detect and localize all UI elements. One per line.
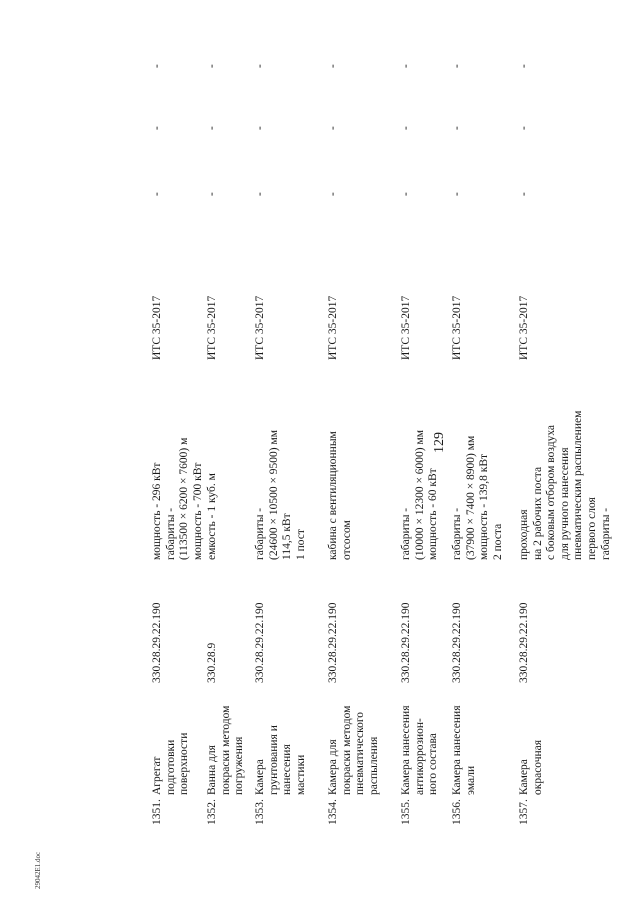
reference-standard: ИТС 35-2017 <box>451 295 463 360</box>
equipment-name-line: Камера <box>518 759 530 795</box>
equipment-characteristics-line: 1 пост <box>294 529 307 560</box>
equipment-name <box>518 695 545 795</box>
equipment-name-line: покраски методом <box>219 705 232 795</box>
column-dash: - <box>451 64 463 68</box>
equipment-name-line: антикоррозион- <box>413 718 426 795</box>
equipment-code: 330.28.29.22.190 <box>451 602 463 683</box>
equipment-name-line: распыления <box>367 736 380 795</box>
equipment-code: 330.28.29.22.190 <box>518 602 530 683</box>
reference-standard: ИТС 35-2017 <box>254 295 266 360</box>
equipment-name-line: Камера нанесения <box>400 705 412 795</box>
equipment-characteristics-line: для ручного нанесения <box>558 447 571 560</box>
equipment-characteristics-line: мощность - 139,8 кВт <box>478 453 491 560</box>
equipment-name-line: ного состава <box>427 733 440 795</box>
file-name: 29042Е1.doc <box>34 851 42 889</box>
row-number: 1355. <box>400 799 412 825</box>
column-dash: - <box>151 126 163 130</box>
equipment-characteristics-line: мощность - 700 кВт <box>191 462 204 560</box>
row-number: 1356. <box>451 799 463 825</box>
equipment-name-line: погружения <box>233 736 246 795</box>
equipment-characteristics-line: проходная <box>518 509 530 560</box>
equipment-characteristics-line: габариты - <box>254 507 266 560</box>
reference-standard: ИТС 35-2017 <box>327 295 339 360</box>
column-dash: - <box>400 64 412 68</box>
column-dash: - <box>518 192 530 196</box>
equipment-name-line: эмали <box>464 765 477 795</box>
equipment-characteristics-line: кабина с вентиляционным <box>327 431 339 560</box>
equipment-name-line: окрасочная <box>531 739 544 795</box>
column-dash: - <box>206 64 218 68</box>
equipment-characteristics-line: габариты - <box>400 507 412 560</box>
row-number: 1353. <box>254 799 266 825</box>
equipment-name-line: нанесения <box>281 744 294 795</box>
column-dash: - <box>254 126 266 130</box>
equipment-characteristics-line: на 2 рабочих поста <box>531 466 544 560</box>
equipment-characteristics-line: (24600 × 10500 × 9500) мм <box>267 429 280 560</box>
equipment-characteristics-line: габариты - <box>451 507 463 560</box>
equipment-name <box>400 695 441 795</box>
row-number: 1357. <box>518 799 530 825</box>
equipment-characteristics-line: отсосом <box>340 520 353 560</box>
reference-standard: ИТС 35-2017 <box>206 295 218 360</box>
equipment-code: 330.28.9 <box>206 642 218 683</box>
equipment-name <box>254 695 308 795</box>
equipment-characteristics-line: мощность - 60 кВт <box>427 468 440 560</box>
column-dash: - <box>254 64 266 68</box>
reference-standard: ИТС 35-2017 <box>400 295 412 360</box>
equipment-characteristics-line: мощность - 296 кВт <box>151 462 163 560</box>
column-dash: - <box>451 126 463 130</box>
column-dash: - <box>151 192 163 196</box>
column-dash: - <box>327 126 339 130</box>
column-dash: - <box>327 192 339 196</box>
equipment-characteristics-line: (37900 × 7400 × 8900) мм <box>464 435 477 560</box>
equipment-characteristics-line: (10000 × 12300 × 6000) мм <box>413 429 426 560</box>
equipment-name-line: покраски методом <box>340 705 353 795</box>
equipment-characteristics-line: емкость - 1 куб. м <box>206 473 218 560</box>
equipment-name-line: подготовки <box>164 739 177 795</box>
column-dash: - <box>254 192 266 196</box>
equipment-code: 330.28.29.22.190 <box>151 602 163 683</box>
equipment-code: 330.28.29.22.190 <box>254 602 266 683</box>
equipment-name <box>206 695 247 795</box>
equipment-name-line: Камера <box>254 759 266 795</box>
page-number: 129 <box>432 432 447 453</box>
equipment-characteristics-line: (113500 × 6200 × 7600) м <box>178 437 191 560</box>
equipment-name-line: Агрегат <box>151 756 163 795</box>
equipment-characteristics-line: с боковым отбором воздуха <box>545 424 558 560</box>
equipment-name-line: Ванна для <box>206 745 218 795</box>
equipment-characteristics <box>518 320 613 560</box>
equipment-name <box>151 695 192 795</box>
equipment-name <box>451 695 478 795</box>
column-dash: - <box>206 126 218 130</box>
equipment-characteristics-line: первого слоя <box>585 497 598 560</box>
column-dash: - <box>151 64 163 68</box>
equipment-code: 330.28.29.22.190 <box>327 602 339 683</box>
row-number: 1354. <box>327 799 339 825</box>
equipment-characteristics-line: 114,5 кВт <box>281 513 294 560</box>
equipment-code: 330.28.29.22.190 <box>400 602 412 683</box>
equipment-characteristics-line: габариты - <box>164 507 177 560</box>
column-dash: - <box>206 192 218 196</box>
equipment-name-line: пневматического <box>354 711 367 795</box>
column-dash: - <box>518 64 530 68</box>
equipment-name-line: грунтования и <box>267 725 280 795</box>
equipment-name <box>327 695 381 795</box>
column-dash: - <box>327 64 339 68</box>
equipment-name-line: поверхности <box>178 732 191 795</box>
column-dash: - <box>451 192 463 196</box>
equipment-name-line: Камера для <box>327 739 339 795</box>
column-dash: - <box>518 126 530 130</box>
equipment-characteristics-line: 2 поста <box>491 523 504 560</box>
equipment-characteristics-line: габариты - <box>599 507 612 560</box>
row-number: 1352. <box>206 799 218 825</box>
column-dash: - <box>400 126 412 130</box>
reference-standard: ИТС 35-2017 <box>151 295 163 360</box>
row-number: 1351. <box>151 799 163 825</box>
equipment-name-line: мастики <box>294 754 307 795</box>
equipment-characteristics-line: пневматическим распылением <box>572 410 585 560</box>
column-dash: - <box>400 192 412 196</box>
equipment-name-line: Камера нанесения <box>451 705 463 795</box>
reference-standard: ИТС 35-2017 <box>518 295 530 360</box>
